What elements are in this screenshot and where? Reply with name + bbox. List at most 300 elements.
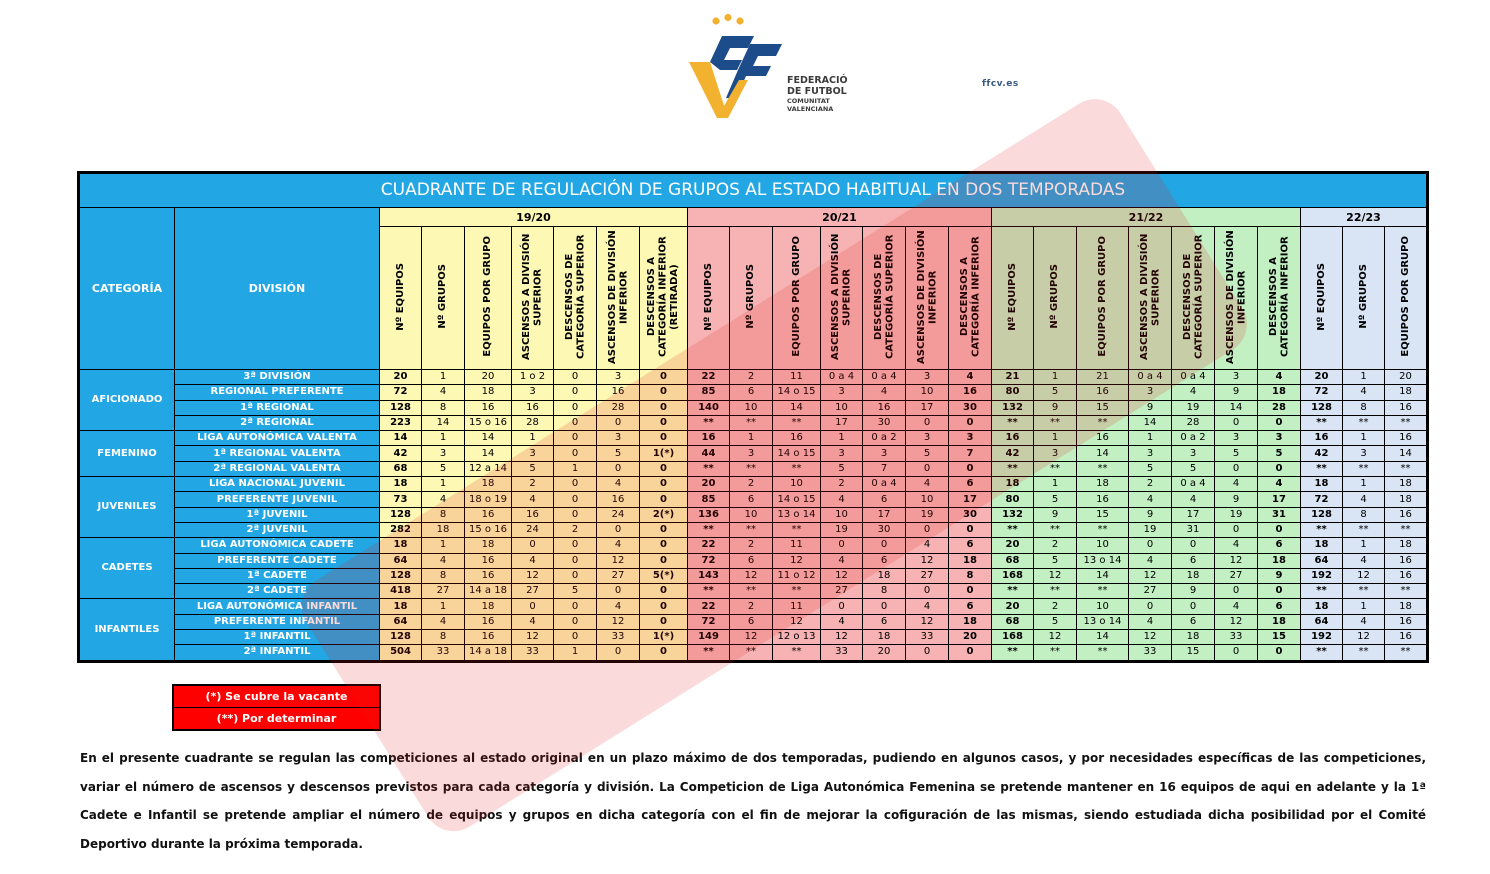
data-cell: 0 bbox=[554, 568, 597, 583]
data-cell: 16 bbox=[465, 507, 512, 522]
data-cell: 8 bbox=[863, 584, 906, 599]
data-cell: 0 bbox=[554, 431, 597, 446]
data-cell: 16 bbox=[1385, 553, 1428, 568]
data-cell: 2 bbox=[554, 522, 597, 537]
data-cell: 4 bbox=[1215, 538, 1258, 553]
data-cell: 16 bbox=[1385, 431, 1428, 446]
division-cell: 1ª INFANTIL bbox=[175, 630, 380, 645]
data-cell: 16 bbox=[1385, 507, 1428, 522]
data-cell: 1(*) bbox=[640, 446, 688, 461]
data-cell: 18 bbox=[1385, 492, 1428, 507]
col-header-s2122-6 bbox=[1258, 227, 1301, 370]
data-cell: ** bbox=[688, 415, 730, 430]
data-cell: 3 bbox=[597, 370, 640, 385]
data-cell: 12 bbox=[1343, 568, 1385, 583]
data-cell: 3 bbox=[1215, 431, 1258, 446]
data-cell: 4 bbox=[512, 614, 554, 629]
data-cell: 15 bbox=[1077, 400, 1129, 415]
col-header-s2122-2 bbox=[1077, 227, 1129, 370]
col-header-label: Nº EQUIPOS bbox=[394, 262, 406, 331]
data-cell: 18 bbox=[863, 630, 906, 645]
data-cell: 0 bbox=[597, 415, 640, 430]
col-header-label: DESCENSOS A CATEGORÍA INFERIOR (RETIRADA) bbox=[646, 236, 681, 357]
data-cell: 16 bbox=[465, 400, 512, 415]
data-cell: 18 o 19 bbox=[465, 492, 512, 507]
data-cell: 8 bbox=[422, 507, 465, 522]
data-cell: 4 bbox=[1343, 492, 1385, 507]
data-cell: 5 bbox=[1034, 385, 1077, 400]
data-cell: 4 bbox=[512, 553, 554, 568]
data-cell: 2 bbox=[512, 477, 554, 492]
season-header-2021: 20/21 bbox=[688, 208, 992, 227]
data-cell: 504 bbox=[380, 645, 422, 661]
data-cell: 0 bbox=[1172, 599, 1215, 614]
data-cell: 0 bbox=[1215, 461, 1258, 476]
data-cell: 12 bbox=[597, 614, 640, 629]
table-row bbox=[79, 568, 1428, 583]
data-cell: 1(*) bbox=[640, 630, 688, 645]
data-cell: 7 bbox=[863, 461, 906, 476]
data-cell: 72 bbox=[1301, 492, 1343, 507]
col-header-s2122-5 bbox=[1215, 227, 1258, 370]
table-row bbox=[79, 370, 1428, 385]
data-cell: 4 bbox=[422, 614, 465, 629]
data-cell: 12 bbox=[906, 614, 949, 629]
data-cell: 5 bbox=[906, 446, 949, 461]
data-cell: 4 bbox=[1343, 614, 1385, 629]
data-cell: 10 bbox=[730, 507, 773, 522]
data-cell: 13 o 14 bbox=[1077, 614, 1129, 629]
data-cell: 149 bbox=[688, 630, 730, 645]
data-cell: 30 bbox=[949, 507, 992, 522]
data-cell: 0 bbox=[906, 415, 949, 430]
division-cell: PREFERENTE CADETE bbox=[175, 553, 380, 568]
data-cell: 18 bbox=[380, 538, 422, 553]
data-cell: 9 bbox=[1034, 400, 1077, 415]
data-cell: ** bbox=[688, 522, 730, 537]
data-cell: 18 bbox=[1172, 630, 1215, 645]
data-cell: ** bbox=[730, 522, 773, 537]
data-cell: 18 bbox=[1077, 477, 1129, 492]
data-cell: ** bbox=[688, 645, 730, 661]
data-cell: 16 bbox=[1301, 431, 1343, 446]
data-cell: 3 bbox=[906, 431, 949, 446]
col-header-s1920-0 bbox=[380, 227, 422, 370]
data-cell: 12 bbox=[512, 630, 554, 645]
data-cell: 1 bbox=[422, 599, 465, 614]
data-cell: ** bbox=[1343, 461, 1385, 476]
data-cell: ** bbox=[1385, 461, 1428, 476]
data-cell: ** bbox=[1301, 461, 1343, 476]
data-cell: 16 bbox=[465, 568, 512, 583]
data-cell: 16 bbox=[1385, 568, 1428, 583]
data-cell: 72 bbox=[380, 385, 422, 400]
data-cell: 128 bbox=[380, 568, 422, 583]
data-cell: 9 bbox=[1034, 507, 1077, 522]
data-cell: 85 bbox=[688, 492, 730, 507]
data-cell: 4 bbox=[906, 599, 949, 614]
data-cell: 3 bbox=[821, 446, 863, 461]
division-cell: PREFERENTE INFANTIL bbox=[175, 614, 380, 629]
data-cell: ** bbox=[1077, 415, 1129, 430]
col-header-s1920-2 bbox=[465, 227, 512, 370]
data-cell: 0 bbox=[640, 492, 688, 507]
data-cell: 5 bbox=[1258, 446, 1301, 461]
table-row bbox=[79, 385, 1428, 400]
footnote-paragraph: En el presente cuadrante se regulan las competiciones al estado original en un plazo máximo de dos temporadas, pudiendo en algunos casos, y por necesidades específicas de las competiciones, variar el número de ascensos y descensos previstos para cada categoría y división. La Competicion de Liga Autonómica Femenina se pretende mantener en 16 equipos de aqui en adelante y la 1ª Cadete e Infantil se pretende ampliar el número de equipos y grupos en dicha categoría con el fin de mejorar la cofiguración de las mismas, siendo estudiada dicha posibilidad por el Comité Deportivo durante la próxima temporada. bbox=[80, 751, 1426, 851]
data-cell: 5 bbox=[554, 584, 597, 599]
data-cell: 8 bbox=[422, 400, 465, 415]
data-cell: ** bbox=[1343, 584, 1385, 599]
col-header-label: DESCENSOS DE CATEGORÍA SUPERIOR bbox=[563, 234, 586, 359]
division-cell: 2ª CADETE bbox=[175, 584, 380, 599]
data-cell: 3 bbox=[1129, 446, 1172, 461]
data-cell: 42 bbox=[380, 446, 422, 461]
division-cell: LIGA NACIONAL JUVENIL bbox=[175, 477, 380, 492]
data-cell: 18 bbox=[1258, 553, 1301, 568]
data-cell: 12 bbox=[821, 630, 863, 645]
data-cell: 192 bbox=[1301, 630, 1343, 645]
data-cell: 27 bbox=[597, 568, 640, 583]
data-cell: 28 bbox=[1258, 400, 1301, 415]
data-cell: 4 bbox=[1343, 385, 1385, 400]
data-cell: 10 bbox=[821, 507, 863, 522]
data-cell: 7 bbox=[949, 446, 992, 461]
col-header-label: Nº EQUIPOS bbox=[1006, 262, 1018, 331]
data-cell: 14 o 15 bbox=[773, 492, 821, 507]
data-cell: 27 bbox=[422, 584, 465, 599]
data-cell: 21 bbox=[992, 370, 1034, 385]
data-cell: 4 bbox=[1343, 553, 1385, 568]
data-cell: 6 bbox=[730, 553, 773, 568]
data-cell: 12 bbox=[1215, 553, 1258, 568]
data-cell: 33 bbox=[512, 645, 554, 661]
col-header-label: Nº EQUIPOS bbox=[702, 262, 714, 331]
data-cell: 68 bbox=[380, 461, 422, 476]
table-row bbox=[79, 431, 1428, 446]
data-cell: 18 bbox=[1385, 477, 1428, 492]
data-cell: 11 o 12 bbox=[773, 568, 821, 583]
data-cell: ** bbox=[992, 522, 1034, 537]
data-cell: 4 bbox=[597, 599, 640, 614]
data-cell: 6 bbox=[730, 614, 773, 629]
data-cell: 12 bbox=[906, 553, 949, 568]
data-cell: 1 bbox=[1343, 599, 1385, 614]
data-cell: 0 bbox=[512, 599, 554, 614]
data-cell: 5 bbox=[1129, 461, 1172, 476]
data-cell: 18 bbox=[465, 385, 512, 400]
col-header-label: DESCENSOS A CATEGORÍA INFERIOR bbox=[958, 236, 981, 357]
data-cell: ** bbox=[1343, 415, 1385, 430]
data-cell: 16 bbox=[1077, 431, 1129, 446]
data-cell: 16 bbox=[465, 553, 512, 568]
data-cell: 0 bbox=[640, 461, 688, 476]
data-cell: ** bbox=[1077, 461, 1129, 476]
category-cell: CADETES bbox=[79, 538, 175, 599]
data-cell: 16 bbox=[1385, 400, 1428, 415]
data-cell: 0 bbox=[1129, 538, 1172, 553]
data-cell: 14 o 15 bbox=[773, 385, 821, 400]
col-header-s2021-2 bbox=[773, 227, 821, 370]
col-header-label: Nº GRUPOS bbox=[1357, 264, 1369, 329]
data-cell: 20 bbox=[949, 630, 992, 645]
data-cell: 4 bbox=[1258, 370, 1301, 385]
data-cell: 15 o 16 bbox=[465, 415, 512, 430]
data-cell: 0 bbox=[1172, 538, 1215, 553]
data-cell: 8 bbox=[422, 568, 465, 583]
data-cell: 18 bbox=[863, 568, 906, 583]
col-header-label: EQUIPOS POR GRUPO bbox=[482, 236, 494, 357]
data-cell: 19 bbox=[1172, 400, 1215, 415]
data-cell: 0 bbox=[554, 614, 597, 629]
data-cell: 4 bbox=[597, 477, 640, 492]
data-cell: 128 bbox=[380, 630, 422, 645]
data-cell: 11 bbox=[773, 370, 821, 385]
data-cell: 64 bbox=[380, 553, 422, 568]
ffcv-logo bbox=[684, 14, 854, 130]
data-cell: 12 bbox=[1129, 630, 1172, 645]
division-cell: 3ª DIVISIÓN bbox=[175, 370, 380, 385]
table-row bbox=[79, 400, 1428, 415]
data-cell: 1 bbox=[554, 461, 597, 476]
data-cell: 0 a 2 bbox=[1172, 431, 1215, 446]
data-cell: ** bbox=[1034, 461, 1077, 476]
table-row bbox=[79, 492, 1428, 507]
table-row bbox=[79, 477, 1428, 492]
data-cell: 140 bbox=[688, 400, 730, 415]
data-cell: 2 bbox=[821, 477, 863, 492]
data-cell: 9 bbox=[1215, 385, 1258, 400]
data-cell: 5 bbox=[1034, 492, 1077, 507]
data-cell: 0 bbox=[949, 584, 992, 599]
data-cell: 5 bbox=[1172, 461, 1215, 476]
data-cell: 6 bbox=[1172, 614, 1215, 629]
col-header-s2122-3 bbox=[1129, 227, 1172, 370]
data-cell: 16 bbox=[1385, 614, 1428, 629]
data-cell: 68 bbox=[992, 553, 1034, 568]
data-cell: 4 bbox=[1172, 385, 1215, 400]
col-header-label: DESCENSOS DE CATEGORÍA SUPERIOR bbox=[1181, 234, 1204, 359]
data-cell: 6 bbox=[1258, 538, 1301, 553]
legend-por-determinar: (**) Por determinar bbox=[173, 708, 380, 731]
data-cell: 6 bbox=[863, 614, 906, 629]
data-cell: 1 bbox=[1343, 370, 1385, 385]
data-cell: 33 bbox=[1215, 630, 1258, 645]
data-cell: 20 bbox=[380, 370, 422, 385]
col-header-s2021-0 bbox=[688, 227, 730, 370]
data-cell: 1 bbox=[422, 538, 465, 553]
col-header-s1920-3 bbox=[512, 227, 554, 370]
data-cell: 2 bbox=[730, 370, 773, 385]
data-cell: ** bbox=[1301, 584, 1343, 599]
col-header-s2223-0 bbox=[1301, 227, 1343, 370]
data-cell: 3 bbox=[597, 431, 640, 446]
data-cell: 16 bbox=[1385, 630, 1428, 645]
data-cell: ** bbox=[1385, 645, 1428, 661]
data-cell: 0 bbox=[640, 385, 688, 400]
data-cell: 28 bbox=[1172, 415, 1215, 430]
data-cell: 18 bbox=[1385, 599, 1428, 614]
data-cell: 12 bbox=[773, 614, 821, 629]
data-cell: 0 bbox=[863, 599, 906, 614]
data-cell: 28 bbox=[512, 415, 554, 430]
data-cell: 0 bbox=[1258, 461, 1301, 476]
data-cell: 143 bbox=[688, 568, 730, 583]
data-cell: 168 bbox=[992, 630, 1034, 645]
data-cell: 4 bbox=[821, 492, 863, 507]
data-cell: 20 bbox=[688, 477, 730, 492]
data-cell: 80 bbox=[992, 385, 1034, 400]
data-cell: ** bbox=[1034, 645, 1077, 661]
data-cell: 6 bbox=[949, 538, 992, 553]
data-cell: 0 bbox=[640, 522, 688, 537]
data-cell: ** bbox=[992, 415, 1034, 430]
data-cell: 5 bbox=[1215, 446, 1258, 461]
data-cell: 132 bbox=[992, 507, 1034, 522]
data-cell: 24 bbox=[512, 522, 554, 537]
data-cell: 1 bbox=[730, 431, 773, 446]
col-header-s2122-0 bbox=[992, 227, 1034, 370]
data-cell: 1 bbox=[422, 477, 465, 492]
data-cell: 14 bbox=[465, 446, 512, 461]
data-cell: 0 bbox=[863, 538, 906, 553]
data-cell: 18 bbox=[380, 477, 422, 492]
data-cell: 18 bbox=[1172, 568, 1215, 583]
data-cell: 4 bbox=[1258, 477, 1301, 492]
data-cell: 9 bbox=[1129, 400, 1172, 415]
data-cell: 0 bbox=[821, 538, 863, 553]
category-cell: JUVENILES bbox=[79, 477, 175, 538]
data-cell: 10 bbox=[1077, 538, 1129, 553]
data-cell: ** bbox=[730, 461, 773, 476]
data-cell: 16 bbox=[465, 614, 512, 629]
data-cell: 9 bbox=[1258, 568, 1301, 583]
data-cell: 12 bbox=[597, 553, 640, 568]
col-header-s2021-6 bbox=[949, 227, 992, 370]
table-row bbox=[79, 630, 1428, 645]
data-cell: 20 bbox=[863, 645, 906, 661]
col-header-s2122-1 bbox=[1034, 227, 1077, 370]
data-cell: 3 bbox=[1215, 370, 1258, 385]
col-header-s1920-5 bbox=[597, 227, 640, 370]
legend bbox=[172, 684, 381, 731]
data-cell: 6 bbox=[863, 553, 906, 568]
data-cell: 0 bbox=[554, 599, 597, 614]
data-cell: 18 bbox=[1301, 538, 1343, 553]
data-cell: 8 bbox=[949, 568, 992, 583]
data-cell: 18 bbox=[422, 522, 465, 537]
division-header: DIVISIÓN bbox=[175, 208, 380, 370]
data-cell: 19 bbox=[1215, 507, 1258, 522]
data-cell: 0 bbox=[1215, 522, 1258, 537]
data-cell: 3 bbox=[1258, 431, 1301, 446]
data-cell: 4 bbox=[949, 370, 992, 385]
data-cell: ** bbox=[1077, 645, 1129, 661]
col-header-s1920-6 bbox=[640, 227, 688, 370]
data-cell: 1 bbox=[1343, 538, 1385, 553]
data-cell: 0 bbox=[640, 538, 688, 553]
table-row bbox=[79, 538, 1428, 553]
data-cell: 12 bbox=[512, 568, 554, 583]
data-cell: 3 bbox=[730, 446, 773, 461]
data-cell: 16 bbox=[512, 507, 554, 522]
data-cell: 20 bbox=[1385, 370, 1428, 385]
data-cell: 19 bbox=[821, 522, 863, 537]
division-cell: LIGA AUTONÓMICA CADETE bbox=[175, 538, 380, 553]
site-url: ffcv.es bbox=[982, 79, 1019, 89]
category-cell: INFANTILES bbox=[79, 599, 175, 661]
data-cell: 18 bbox=[465, 538, 512, 553]
data-cell: 13 o 14 bbox=[773, 507, 821, 522]
data-cell: 4 bbox=[1129, 492, 1172, 507]
data-cell: 6 bbox=[949, 599, 992, 614]
data-cell: 4 bbox=[597, 538, 640, 553]
season-header-2223: 22/23 bbox=[1301, 208, 1428, 227]
data-cell: 223 bbox=[380, 415, 422, 430]
data-cell: 44 bbox=[688, 446, 730, 461]
data-cell: 33 bbox=[422, 645, 465, 661]
data-cell: 0 bbox=[554, 507, 597, 522]
data-cell: 0 bbox=[554, 385, 597, 400]
col-header-label: ASCENSOS DE DIVISIÓN INFERIOR bbox=[915, 229, 938, 364]
data-cell: ** bbox=[1034, 415, 1077, 430]
col-header-s2021-3 bbox=[821, 227, 863, 370]
data-cell: 5 bbox=[821, 461, 863, 476]
division-cell: REGIONAL PREFERENTE bbox=[175, 385, 380, 400]
data-cell: 0 bbox=[1215, 415, 1258, 430]
data-cell: 64 bbox=[1301, 614, 1343, 629]
data-cell: 4 bbox=[422, 553, 465, 568]
data-cell: 0 bbox=[949, 522, 992, 537]
division-cell: 2ª REGIONAL bbox=[175, 415, 380, 430]
data-cell: 8 bbox=[1343, 400, 1385, 415]
data-cell: 0 bbox=[554, 477, 597, 492]
col-header-label: Nº GRUPOS bbox=[1049, 264, 1061, 329]
col-header-label: ASCENSOS DE DIVISIÓN INFERIOR bbox=[606, 229, 629, 364]
data-cell: 85 bbox=[688, 385, 730, 400]
data-cell: 18 bbox=[1301, 599, 1343, 614]
data-cell: 0 bbox=[1129, 599, 1172, 614]
data-cell: 42 bbox=[992, 446, 1034, 461]
data-cell: ** bbox=[730, 415, 773, 430]
division-cell: 2ª INFANTIL bbox=[175, 645, 380, 661]
data-cell: 12 bbox=[773, 553, 821, 568]
data-cell: 3 bbox=[906, 370, 949, 385]
col-header-label: ASCENSOS A DIVISIÓN SUPERIOR bbox=[830, 233, 853, 360]
data-cell: 4 bbox=[1129, 553, 1172, 568]
data-cell: 1 bbox=[1034, 370, 1077, 385]
data-cell: 17 bbox=[949, 492, 992, 507]
data-cell: 64 bbox=[380, 614, 422, 629]
data-cell: 14 bbox=[1077, 568, 1129, 583]
table-title: CUADRANTE DE REGULACIÓN DE GRUPOS AL ESTADO HABITUAL EN DOS TEMPORADAS bbox=[79, 173, 1428, 208]
data-cell: 33 bbox=[821, 645, 863, 661]
data-cell: 10 bbox=[1077, 599, 1129, 614]
data-cell: 0 bbox=[1258, 584, 1301, 599]
data-cell: 0 bbox=[554, 400, 597, 415]
data-cell: 2 bbox=[1034, 599, 1077, 614]
data-cell: 1 bbox=[1343, 477, 1385, 492]
data-cell: 4 bbox=[821, 553, 863, 568]
data-cell: 14 bbox=[1385, 446, 1428, 461]
data-cell: ** bbox=[1301, 415, 1343, 430]
data-cell: 18 bbox=[1385, 385, 1428, 400]
data-cell: 3 bbox=[949, 431, 992, 446]
data-cell: 0 bbox=[554, 630, 597, 645]
data-cell: 0 bbox=[597, 461, 640, 476]
data-cell: 0 bbox=[640, 415, 688, 430]
data-cell: 12 bbox=[730, 630, 773, 645]
